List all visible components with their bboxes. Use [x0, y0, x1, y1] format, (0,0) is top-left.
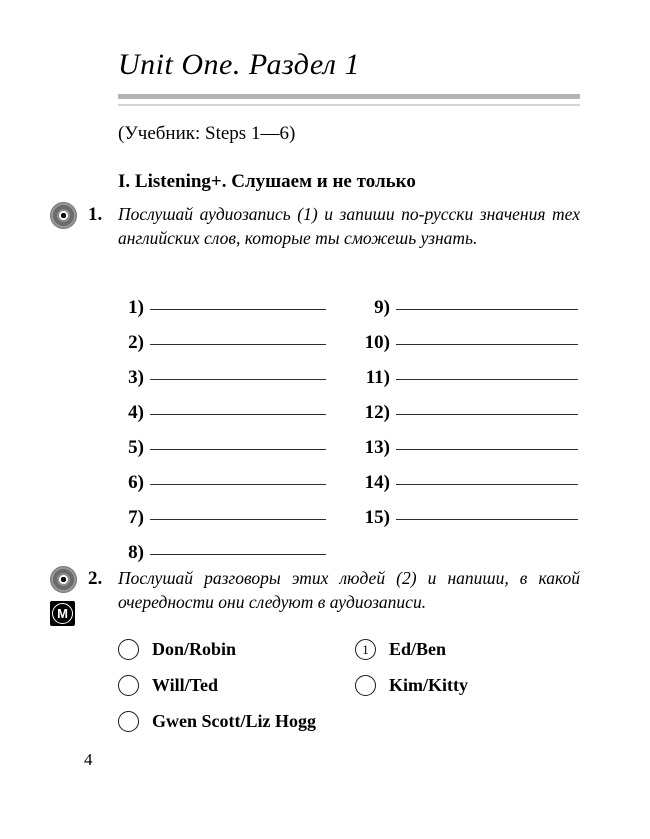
section-heading: I. Listening+. Слушаем и не только [118, 171, 416, 192]
textbook-reference: (Учебник: Steps 1—6) [118, 123, 296, 144]
option-circle[interactable] [118, 639, 139, 660]
answer-number: 2) [128, 332, 144, 353]
option-item[interactable] [355, 667, 468, 703]
answer-blank-line[interactable] [150, 344, 326, 345]
answer-number: 4) [128, 402, 144, 423]
page-number: 4 [84, 750, 93, 769]
answer-row [352, 290, 578, 325]
answer-number: 8) [128, 542, 144, 563]
answer-row [352, 360, 578, 395]
answer-number: 6) [128, 472, 144, 493]
answer-row [118, 290, 326, 325]
exercise-1-number: 1. [88, 204, 103, 225]
option-item[interactable] [118, 667, 316, 703]
answer-number: 9) [374, 297, 390, 318]
option-label: Don/Robin [152, 638, 237, 659]
divider-thick-bar [118, 94, 580, 99]
option-label: Kim/Kitty [389, 674, 468, 695]
answer-row [118, 395, 326, 430]
metro-m-icon [50, 601, 75, 626]
header-divider [118, 94, 580, 106]
option-column-right [355, 631, 468, 703]
cd-icon [50, 566, 77, 593]
answer-column-left [118, 290, 326, 570]
answer-number: 5) [128, 437, 144, 458]
answer-row [352, 465, 578, 500]
answer-row [118, 360, 326, 395]
exercise-1-icons [50, 202, 90, 229]
divider-thin-line [118, 104, 580, 106]
answer-number: 11) [365, 367, 390, 388]
exercise-1-instructions: Послушай аудиозапись (1) и запиши по-русски значения тех английских слов, которые ты сможешь узнать. [118, 204, 580, 248]
answer-number: 3) [128, 367, 144, 388]
answer-number: 7) [128, 507, 144, 528]
option-circle[interactable]: 1 [355, 639, 376, 660]
option-circle[interactable] [118, 711, 139, 732]
exercise-2-number: 2. [88, 568, 103, 589]
option-label: Ed/Ben [389, 638, 447, 659]
answer-blank-line[interactable] [396, 484, 578, 485]
exercise-2-instructions: Послушай разговоры этих людей (2) и напиши, в какой очередности они следуют в аудиозаписи. [118, 568, 580, 612]
answer-blank-line[interactable] [396, 344, 578, 345]
option-item[interactable] [355, 631, 468, 667]
answer-row [118, 465, 326, 500]
answer-column-right [352, 290, 578, 535]
answer-number: 12) [364, 402, 390, 423]
answer-row [118, 325, 326, 360]
answer-number: 15) [364, 507, 390, 528]
metro-m-letter: М [52, 603, 73, 624]
answer-blank-line[interactable] [396, 379, 578, 380]
answer-row [118, 430, 326, 465]
answer-number: 13) [364, 437, 390, 458]
answer-blank-line[interactable] [150, 554, 326, 555]
answer-row [118, 500, 326, 535]
answer-blank-line[interactable] [150, 484, 326, 485]
answer-blank-line[interactable] [150, 414, 326, 415]
answer-blank-line[interactable] [396, 449, 578, 450]
option-label: Gwen Scott/Liz Hogg [152, 710, 316, 731]
answer-blank-line[interactable] [396, 309, 578, 310]
option-column-left [118, 631, 316, 739]
answer-row [352, 325, 578, 360]
answer-row [352, 430, 578, 465]
option-item[interactable] [118, 631, 316, 667]
exercise-2-icons [50, 566, 90, 626]
option-circle[interactable] [118, 675, 139, 696]
answer-row [352, 500, 578, 535]
option-circle[interactable] [355, 675, 376, 696]
answer-row [118, 535, 326, 570]
answer-blank-line[interactable] [150, 309, 326, 310]
cd-icon [50, 202, 77, 229]
answer-row [352, 395, 578, 430]
answer-number: 10) [364, 332, 390, 353]
answer-number: 14) [364, 472, 390, 493]
option-item[interactable] [118, 703, 316, 739]
answer-blank-line[interactable] [396, 519, 578, 520]
answer-blank-line[interactable] [396, 414, 578, 415]
option-label: Will/Ted [152, 674, 219, 695]
answer-number: 1) [128, 297, 144, 318]
answer-blank-line[interactable] [150, 449, 326, 450]
answer-blank-line[interactable] [150, 379, 326, 380]
answer-blank-line[interactable] [150, 519, 326, 520]
page-title: Unit One. Раздел 1 [118, 48, 360, 81]
